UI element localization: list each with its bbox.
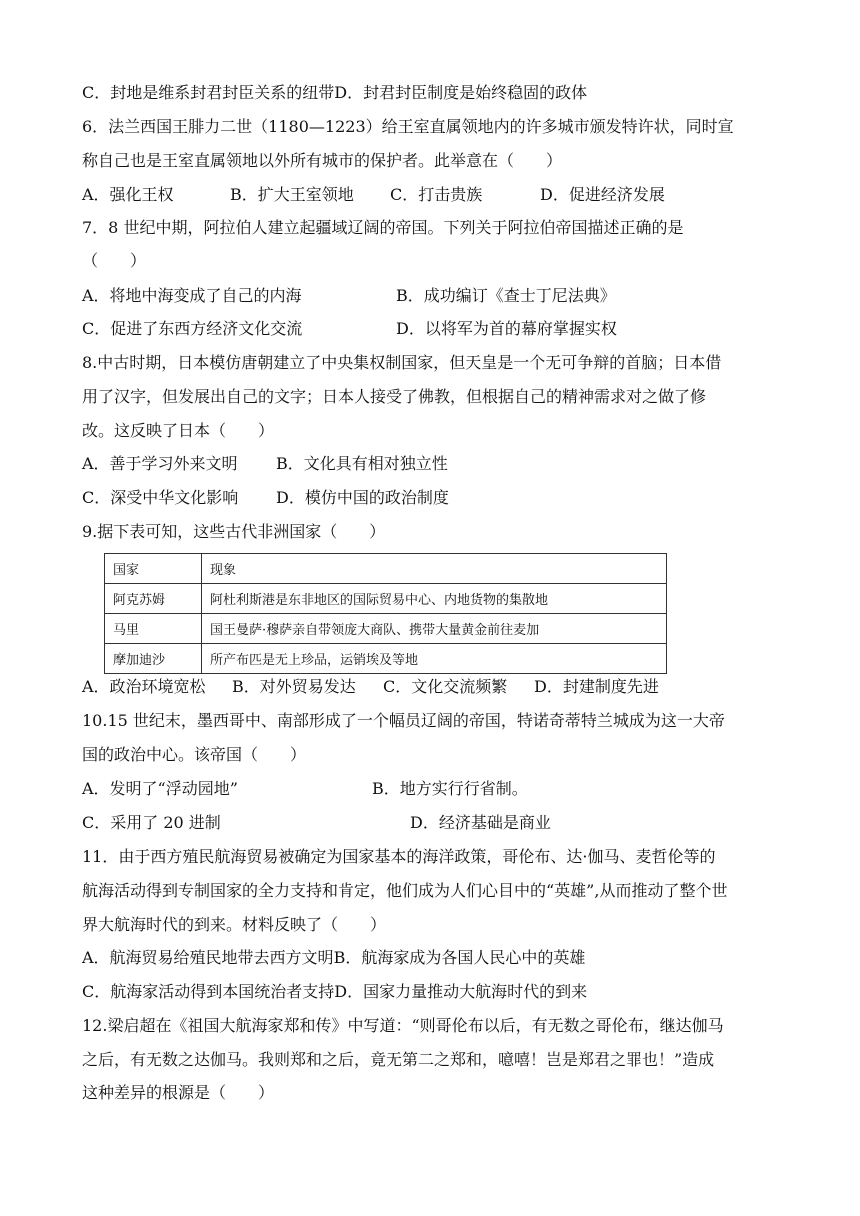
q10-option-b: B．地方实行行省制。: [372, 779, 528, 798]
table-row: [105, 584, 667, 614]
q11-stem-line-3: 界大航海时代的到来。材料反映了（ ）: [82, 915, 387, 934]
q11-options-cd: [82, 980, 587, 1004]
q7-option-c: C．促进了东西方经济文化交流: [82, 319, 303, 338]
table-header-cell: 现象: [202, 554, 667, 584]
q7-stem-line-1: 7．8 世纪中期，阿拉伯人建立起疆域辽阔的帝国。下列关于阿拉伯帝国描述正确的是: [82, 218, 684, 237]
q9-stem: 9.据下表可知，这些古代非洲国家（ ）: [82, 522, 386, 541]
q7-option-a: A．将地中海变成了自己的内海: [82, 286, 302, 305]
q11-option-d: D．国家力量推动大航海时代的到来: [334, 982, 588, 1001]
q10-stem-line-1: 10.15 世纪末，墨西哥中、南部形成了一个幅员辽阔的帝国，特诺奇蒂特兰城成为这一大帝: [82, 711, 725, 730]
q10-option-c: C．采用了 20 进制: [82, 813, 221, 832]
q5-options-cd: [82, 81, 587, 105]
table-header-cell: 国家: [105, 554, 202, 584]
q12-stem-line-1: 12.梁启超在《祖国大航海家郑和传》中写道：“则哥伦布以后，有无数之哥伦布，继达伽马: [82, 1016, 724, 1035]
q10-option-d: D．经济基础是商业: [410, 813, 551, 832]
q8-stem-line-3: 改。这反映了日本（ ）: [82, 421, 275, 440]
q9-option-d: D．封建制度先进: [534, 677, 659, 696]
q11-options-ab: [82, 946, 585, 970]
q8-stem-line-1: 8.中古时期，日本模仿唐朝建立了中央集权制国家，但天皇是一个无可争辩的首脑；日本借: [82, 353, 722, 372]
q9-table: [104, 553, 667, 674]
table-cell: 阿克苏姆: [105, 584, 202, 614]
q9-option-a: A．政治环境宽松: [82, 677, 206, 696]
q11-option-a: A．航海贸易给殖民地带去西方文明: [82, 948, 334, 967]
q11-stem-line-2: 航海活动得到专制国家的全力支持和肯定，他们成为人们心目中的“英雄”,从而推动了整个世: [82, 881, 728, 900]
q6-option-c: C．打击贵族: [390, 185, 483, 204]
q11-stem-line-1: 11．由于西方殖民航海贸易被确定为国家基本的海洋政策，哥伦布、达·伽马、麦哲伦等的: [82, 847, 716, 866]
q10-stem-line-2: 国的政治中心。该帝国（ ）: [82, 745, 307, 764]
q7-option-d: D．以将军为首的幕府掌握实权: [396, 319, 617, 338]
table-cell: 所产布匹是无上珍品，运销埃及等地: [202, 644, 667, 674]
q12-stem-line-3: 这种差异的根源是（ ）: [82, 1083, 275, 1102]
q9-option-b: B．对外贸易发达: [232, 677, 356, 696]
q10-option-a: A．发明了“浮动园地”: [82, 779, 238, 798]
q6-option-b: B．扩大王室领地: [230, 185, 354, 204]
table-header-row: [105, 554, 667, 584]
q6-option-a: A．强化王权: [82, 185, 174, 204]
q5-option-c: C．封地是维系封君封臣关系的纽带: [82, 83, 335, 102]
q9-option-c: C．文化交流频繁: [383, 677, 508, 696]
q8-option-c: C．深受中华文化影响: [82, 488, 239, 507]
q11-option-c: C．航海家活动得到本国统治者支持: [82, 982, 335, 1001]
q7-stem-line-2: （ ）: [82, 251, 147, 270]
q8-option-b: B．文化具有相对独立性: [276, 454, 448, 473]
table-cell: 马里: [105, 614, 202, 644]
q8-option-d: D．模仿中国的政治制度: [276, 488, 449, 507]
q5-option-d: D．封君封臣制度是始终稳固的政体: [334, 83, 588, 102]
table-cell: 阿杜利斯港是东非地区的国际贸易中心、内地货物的集散地: [202, 584, 667, 614]
table-row: [105, 644, 667, 674]
table-row: [105, 614, 667, 644]
q12-stem-line-2: 之后，有无数之达伽马。我则郑和之后，竟无第二之郑和，噫嘻！岂是郑君之罪也！”造成: [82, 1050, 715, 1069]
table-cell: 摩加迪沙: [105, 644, 202, 674]
q6-stem-line-2: 称自己也是王室直属领地以外所有城市的保护者。此举意在（ ）: [82, 151, 563, 170]
q6-option-d: D．促进经济发展: [540, 185, 665, 204]
q11-option-b: B．航海家成为各国人民心中的英雄: [333, 948, 586, 967]
q8-stem-line-2: 用了汉字，但发展出自己的文字；日本人接受了佛教，但根据自己的精神需求对之做了修: [82, 387, 707, 406]
table-cell: 国王曼萨·穆萨亲自带领庞大商队、携带大量黄金前往麦加: [202, 614, 667, 644]
q6-stem-line-1: 6．法兰西国王腓力二世（1180—1223）给王室直属领地内的许多城市颁发特许状，同时宣: [82, 117, 734, 136]
q7-option-b: B．成功编订《查士丁尼法典》: [396, 286, 616, 305]
q8-option-a: A．善于学习外来文明: [82, 454, 238, 473]
